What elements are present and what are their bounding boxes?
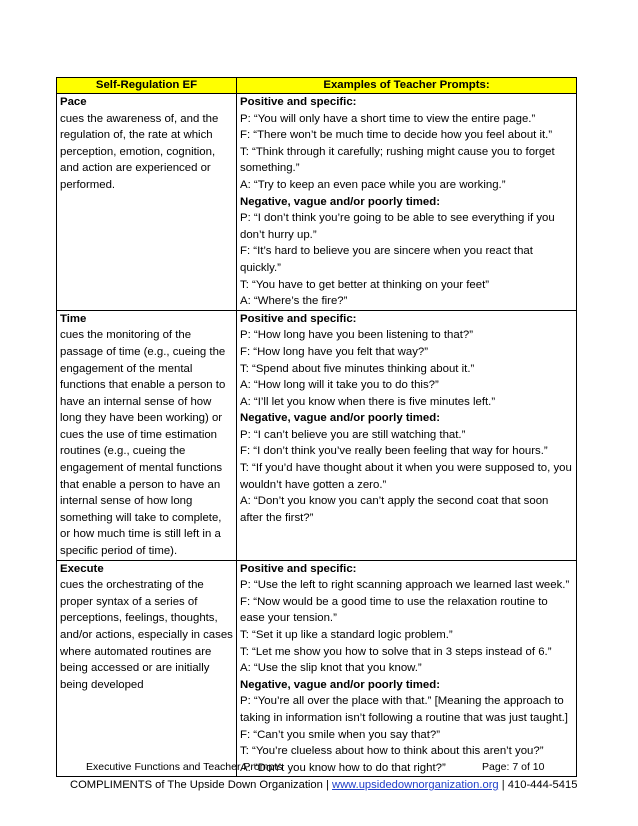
positive-prompt: P: “Use the left to right scanning approach we learned last week.”	[240, 579, 570, 592]
positive-prompt: T: “Set it up like a standard logic problem.”	[240, 629, 453, 641]
positive-prompt: A: “Try to keep an even pace while you are working.”	[240, 178, 506, 191]
negative-prompt: A: “Don’t you know how to do that right?”	[240, 761, 446, 774]
ef-name: Time	[60, 312, 87, 325]
ef-name: Execute	[60, 562, 104, 575]
footer-website-link[interactable]: www.upsidedownorganization.org	[331, 779, 499, 791]
ef-description: cues the awareness of, and the regulation of, the rate at which perception, emotion, cognition, and action are experienced or performed.	[60, 112, 219, 191]
positive-prompt: A: “I’ll let you know when there is five minutes left.”	[240, 395, 496, 408]
negative-prompt: T: “You have to get better at thinking on your feet”	[240, 278, 490, 291]
positive-prompt: T: “Let me show you how to solve that in 3 steps instead of 6.”	[240, 645, 552, 658]
positive-heading: Positive and specific:	[240, 96, 357, 108]
footer-compliments-text: COMPLIMENTS of The Upside Down Organization |	[70, 779, 332, 791]
negative-prompt: F: “Can’t you smile when you say that?”	[240, 728, 441, 741]
ef-name: Pace	[60, 96, 87, 108]
negative-prompt: P: “You’re all over the place with that.” [Meaning the approach to taking in information isn’t following a routine that was just taught.]	[240, 695, 568, 724]
positive-heading: Positive and specific:	[240, 312, 357, 325]
positive-prompt: A: “Use the slip knot that you know.”	[240, 662, 422, 675]
footer-document-title: Executive Functions and Teacher Prompts	[86, 761, 283, 773]
prompts-cell	[237, 310, 577, 560]
negative-prompt: T: “You’re clueless about how to think about this aren’t you?”	[240, 745, 544, 758]
prompts-cell	[237, 560, 577, 777]
ef-cell	[57, 560, 237, 777]
negative-heading: Negative, vague and/or poorly timed:	[240, 195, 441, 208]
table-header-row	[57, 78, 577, 94]
prompts-cell	[237, 94, 577, 311]
negative-prompt: T: “If you’d have thought about it when you were supposed to, you wouldn’t have gotten a zero.”	[240, 462, 572, 491]
ef-cell	[57, 310, 237, 560]
positive-prompt: T: “Think through it carefully; rushing might cause you to forget something.”	[240, 145, 555, 175]
negative-heading: Negative, vague and/or poorly timed:	[240, 412, 441, 425]
negative-prompt: A: “Where’s the fire?”	[240, 295, 348, 308]
positive-prompt: A: “How long will it take you to do this?”	[240, 379, 439, 392]
negative-prompt: F: “It’s hard to believe you are sincere when you react that quickly.”	[240, 245, 533, 274]
footer-phone: | 410-444-5415	[498, 779, 578, 791]
header-self-regulation-ef: Self-Regulation EF	[57, 78, 237, 94]
negative-prompt: A: “Don’t you know you can’t apply the second coat that soon after the first?”	[240, 495, 549, 524]
negative-prompt: F: “I don’t think you’ve really been feeling that way for hours.”	[240, 445, 548, 458]
positive-prompt: F: “Now would be a good time to use the relaxation routine to ease your tension.”	[240, 595, 548, 625]
ef-description: cues the monitoring of the passage of time (e.g., cueing the engagement of the mental functions that enable a person to have an internal sense of how long they have been working) or cues the use of time estimation routines (e.g., cueing the engagement of mental functions that enable a person to have an internal sense of how long something will take to complete, or how much time is still left in a specific period of time).	[60, 329, 226, 558]
table-row	[57, 560, 577, 777]
teacher-prompts-table	[56, 77, 577, 777]
positive-prompt: T: “Spend about five minutes thinking about it.”	[240, 362, 475, 375]
footer-compliments	[70, 779, 590, 791]
table-row	[57, 94, 577, 311]
positive-prompt: P: “How long have you been listening to that?”	[240, 329, 474, 342]
footer-page-number: Page: 7 of 10	[482, 761, 545, 773]
header-teacher-prompts: Examples of Teacher Prompts:	[237, 78, 577, 94]
ef-cell	[57, 94, 237, 311]
positive-prompt: P: “You will only have a short time to view the entire page.”	[240, 112, 536, 125]
positive-prompt: F: “There won’t be much time to decide how you feel about it.”	[240, 129, 553, 142]
table-row	[57, 310, 577, 560]
negative-prompt: P: “I can’t believe you are still watching that.”	[240, 428, 466, 441]
ef-description: cues the orchestrating of the proper syntax of a series of perceptions, feelings, thoughts, and/or actions, especially in cases where automated routines are being accessed or are initially being developed	[60, 579, 233, 691]
negative-prompt: P: “I don’t think you’re going to be able to see everything if you don’t hurry up.”	[240, 212, 555, 241]
positive-heading: Positive and specific:	[240, 562, 357, 575]
negative-heading: Negative, vague and/or poorly timed:	[240, 678, 441, 691]
positive-prompt: F: “How long have you felt that way?”	[240, 345, 429, 358]
